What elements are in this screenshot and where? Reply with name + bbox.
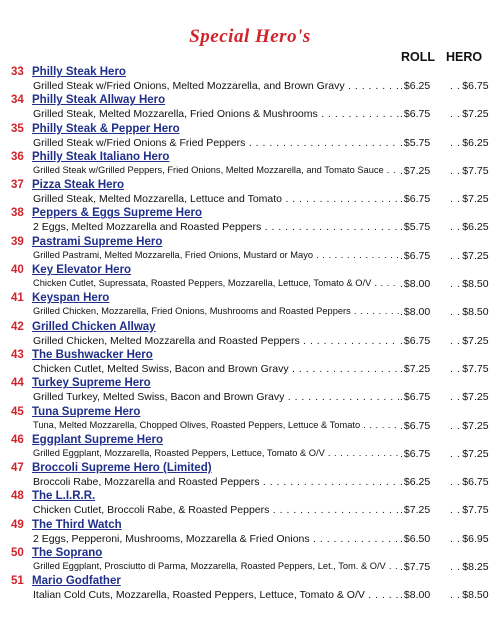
menu-item-description: Grilled Pastrami, Melted Mozzarella, Fried Onions, Mustard or Mayo . . . [33,250,399,260]
menu-item-list [0,66,500,604]
menu-item-description: Grilled Eggplant, Prosciutto di Parma, Mozzarella, Roasted Peppers, Let., Tom. & O/V . . . [33,561,399,571]
menu-item [0,151,500,179]
menu-item-hero-price: . . $6.95 [450,533,489,545]
menu-item-name: Philly Steak Hero [32,66,126,78]
menu-item [0,123,500,151]
menu-item-hero-price: . . $7.75 [450,165,489,177]
menu-item-name: Mario Godfather [32,575,121,588]
menu-item-description: Chicken Cutlet, Melted Swiss, Bacon and Brown Gravy . . . [33,363,399,375]
menu-item-hero-price: . . $7.75 [450,504,489,516]
menu-item-hero-price: . . $7.25 [450,335,489,347]
menu-item [0,377,500,405]
menu-item-description: Grilled Chicken, Melted Mozzarella and Roasted Peppers . . . [33,335,399,347]
menu-item-roll-price: . $6.75 [400,448,430,460]
menu-item-name: Peppers & Eggs Supreme Hero [32,207,202,220]
menu-item [0,94,500,122]
menu-item [0,490,500,518]
menu-item-hero-price: . . $7.25 [450,420,489,432]
menu-item-hero-price: . . $8.50 [450,306,489,318]
menu-item-description: Chicken Cutlet, Broccoli Rabe, & Roasted Peppers . . . [33,504,399,516]
menu-item-number: 45 [11,405,24,418]
menu-item-hero-price: . . $6.25 [450,221,489,233]
menu-item-hero-price: . . $7.25 [450,250,489,262]
column-header-hero: HERO [446,50,483,64]
menu-item-number: 42 [11,320,24,333]
menu-item-roll-price: . $7.75 [400,561,430,573]
menu-item-number: 50 [11,547,24,560]
menu-item-number: 41 [11,292,24,305]
menu-item-roll-price: . $6.75 [400,420,430,432]
menu-item-name: The Soprano [32,547,103,560]
menu-item-hero-price: . . $8.25 [450,561,489,573]
menu-item-number: 44 [11,377,24,390]
menu-item-hero-price: . . $8.50 [450,278,489,290]
menu-item-description: Grilled Steak w/Grilled Peppers, Fried Onions, Melted Mozzarella, and Tomato Sauce . . . [33,165,399,175]
menu-item-name: Grilled Chicken Allway [32,320,156,333]
menu-item-roll-price: . $6.75 [400,250,430,262]
menu-item-number: 48 [11,490,24,503]
menu-item-number: 33 [11,66,24,78]
menu-item-number: 46 [11,433,24,446]
menu-item-roll-price: . $6.75 [400,193,430,205]
menu-item [0,321,500,349]
menu-item-hero-price: . . $6.25 [450,137,489,149]
menu-item-description: Chicken Cutlet, Supressata, Roasted Peppers, Mozzarella, Lettuce, Tomato & O/V . . . [33,278,399,288]
menu-item-hero-price: . . $7.25 [450,108,489,120]
menu-item [0,236,500,264]
menu-item [0,207,500,235]
menu-item-roll-price: . $6.75 [400,335,430,347]
menu-item-roll-price: . $6.50 [400,533,430,545]
menu-item-description: Grilled Eggplant, Mozzarella, Roasted Peppers, Lettuce, Tomato & O/V . . . [33,448,399,458]
menu-item-roll-price: . $6.25 [400,80,430,92]
menu-item-name: Key Elevator Hero [32,264,132,277]
menu-item-roll-price: . $8.00 [400,589,430,601]
menu-item-roll-price: . $7.25 [400,504,430,516]
menu-item-number: 36 [11,150,24,163]
menu-item-name: Philly Steak Italiano Hero [32,150,170,163]
menu-item [0,264,500,292]
menu-item-description: Tuna, Melted Mozzarella, Chopped Olives, Roasted Peppers, Lettuce & Tomato . . . [33,420,399,430]
menu-item-number: 51 [11,575,24,588]
menu-item-roll-price: . $8.00 [400,306,430,318]
menu-item-name: Pastrami Supreme Hero [32,235,163,248]
menu-item-name: The L.I.R.R. [32,490,96,503]
menu-item-description: Grilled Steak, Melted Mozzarella, Fried Onions & Mushrooms . . . [33,108,399,120]
menu-item-number: 38 [11,207,24,220]
menu-item-name: Turkey Supreme Hero [32,377,151,390]
menu-item [0,349,500,377]
menu-item-hero-price: . . $7.25 [450,391,489,403]
menu-item-hero-price: . . $6.75 [450,476,489,488]
menu-item-description: Grilled Steak w/Fried Onions & Fried Peppers . . . [33,137,399,149]
menu-item-name: The Bushwacker Hero [32,348,153,361]
menu-item-roll-price: . $5.75 [400,137,430,149]
menu-item-name: Keyspan Hero [32,292,110,305]
menu-item-roll-price: . $7.25 [400,165,430,177]
menu-item-number: 40 [11,264,24,277]
menu-item-hero-price: . . $7.25 [450,448,489,460]
menu-item-roll-price: . $5.75 [400,221,430,233]
menu-item [0,406,500,434]
menu-item-name: Pizza Steak Hero [32,179,125,192]
menu-item-description: Grilled Steak, Melted Mozzarella, Lettuce and Tomato . . . [33,193,399,205]
menu-item-number: 49 [11,518,24,531]
menu-item-description: 2 Eggs, Melted Mozzarella and Roasted Peppers . . . [33,221,399,233]
menu-item-roll-price: . $6.75 [400,108,430,120]
menu-item-description: Broccoli Rabe, Mozzarella and Roasted Peppers . . . [33,476,399,488]
menu-item [0,292,500,320]
menu-item-number: 35 [11,122,24,135]
menu-item-name: Broccoli Supreme Hero (Limited) [32,462,212,475]
menu-item-description: 2 Eggs, Pepperoni, Mushrooms, Mozzarella & Fried Onions . . . [33,533,399,545]
menu-item-number: 37 [11,179,24,192]
menu-item [0,179,500,207]
menu-item-roll-price: . $6.75 [400,391,430,403]
menu-item-number: 39 [11,235,24,248]
menu-item-description: Italian Cold Cuts, Mozzarella, Roasted Peppers, Lettuce, Tomato & O/V . . . [33,589,399,601]
menu-item-hero-price: . . $8.50 [450,589,489,601]
menu-item-hero-price: . . $6.75 [450,80,489,92]
menu-item [0,434,500,462]
menu-item [0,547,500,575]
menu-item-description: Grilled Chicken, Mozzarella, Fried Onions, Mushrooms and Roasted Peppers . . . [33,306,399,316]
menu-item [0,575,500,603]
menu-item-hero-price: . . $7.25 [450,193,489,205]
menu-item-description: Grilled Turkey, Melted Swiss, Bacon and Brown Gravy . . . [33,391,399,403]
menu-item [0,519,500,547]
menu-item-name: The Third Watch [32,518,122,531]
menu-title: Special Hero's [189,26,311,47]
menu-item-roll-price: . $6.25 [400,476,430,488]
column-header-roll: ROLL [401,50,436,64]
menu-item-hero-price: . . $7.75 [450,363,489,375]
menu-item [0,66,500,94]
menu-item-roll-price: . $7.25 [400,363,430,375]
menu-item-roll-price: . $8.00 [400,278,430,290]
menu-item-number: 47 [11,462,24,475]
menu-item-name: Philly Steak & Pepper Hero [32,122,180,135]
menu-item-name: Philly Steak Allway Hero [32,94,166,107]
menu-item-number: 34 [11,94,24,107]
menu-item-name: Tuna Supreme Hero [32,405,141,418]
menu-item-number: 43 [11,348,24,361]
menu-item-name: Eggplant Supreme Hero [32,433,163,446]
menu-item-description: Grilled Steak w/Fried Onions, Melted Mozzarella, and Brown Gravy . . . [33,80,399,92]
menu-item [0,462,500,490]
